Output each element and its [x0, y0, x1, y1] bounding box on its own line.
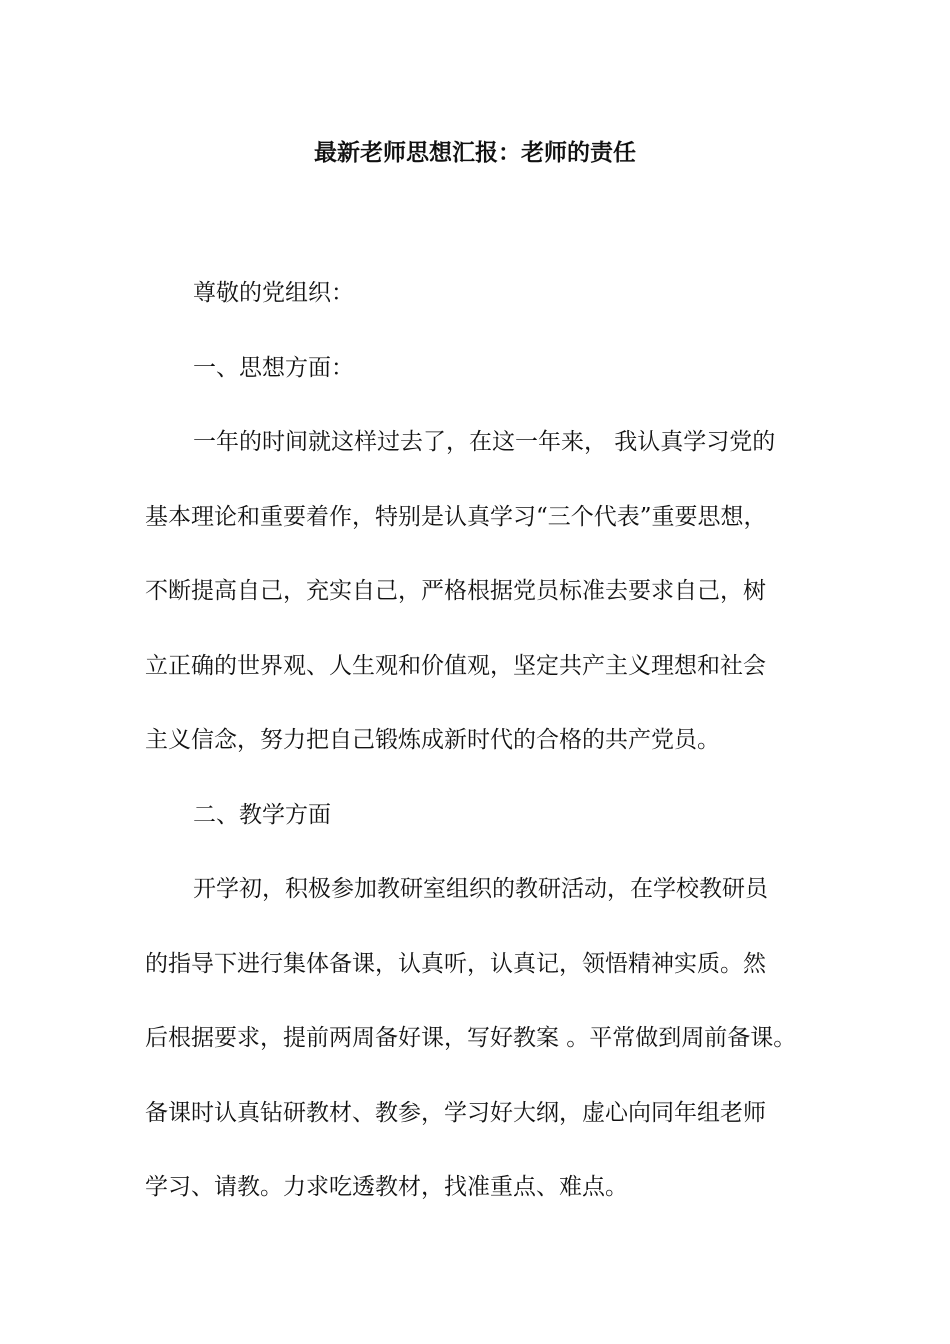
section-heading-teaching: 二、教学方面 — [193, 801, 331, 828]
paragraph-line: 立正确的世界观、人生观和价值观，坚定共产主义理想和社会 — [145, 652, 766, 679]
paragraph-teaching — [145, 852, 825, 1225]
paragraph-line: 开学初，积极参加教研室组织的教研活动，在学校教研员 — [193, 876, 768, 902]
paragraph-line: 主义信念，努力把自己锻炼成新时代的合格的共产党员。 — [145, 727, 720, 753]
salutation: 尊敬的党组织： — [193, 280, 354, 306]
paragraph-thought — [145, 405, 825, 778]
paragraph-line: 一年的时间就这样过去了，在这一年来， 我认真学习党的 — [193, 429, 776, 455]
paragraph-line: 的指导下进行集体备课，认真听，认真记，领悟精神实质。然 — [145, 950, 766, 977]
paragraph-line: 备课时认真钻研教材、教参，学习好大纲，虚心向同年组老师 — [145, 1099, 766, 1126]
document-body — [145, 256, 825, 1225]
paragraph-line: 学习、请教。力求吃透教材，找准重点、难点。 — [145, 1174, 628, 1200]
paragraph-line: 基本理论和重要着作，特别是认真学习“三个代表”重要思想， — [145, 503, 767, 530]
paragraph-line: 后根据要求，提前两周备好课，写好教案 。平常做到周前备课。 — [145, 1025, 797, 1051]
section-heading-thought: 一、思想方面： — [193, 354, 354, 381]
document-title: 最新老师思想汇报：老师的责任 — [314, 139, 636, 166]
paragraph-line: 不断提高自己，充实自己，严格根据党员标准去要求自己，树 — [145, 578, 766, 604]
